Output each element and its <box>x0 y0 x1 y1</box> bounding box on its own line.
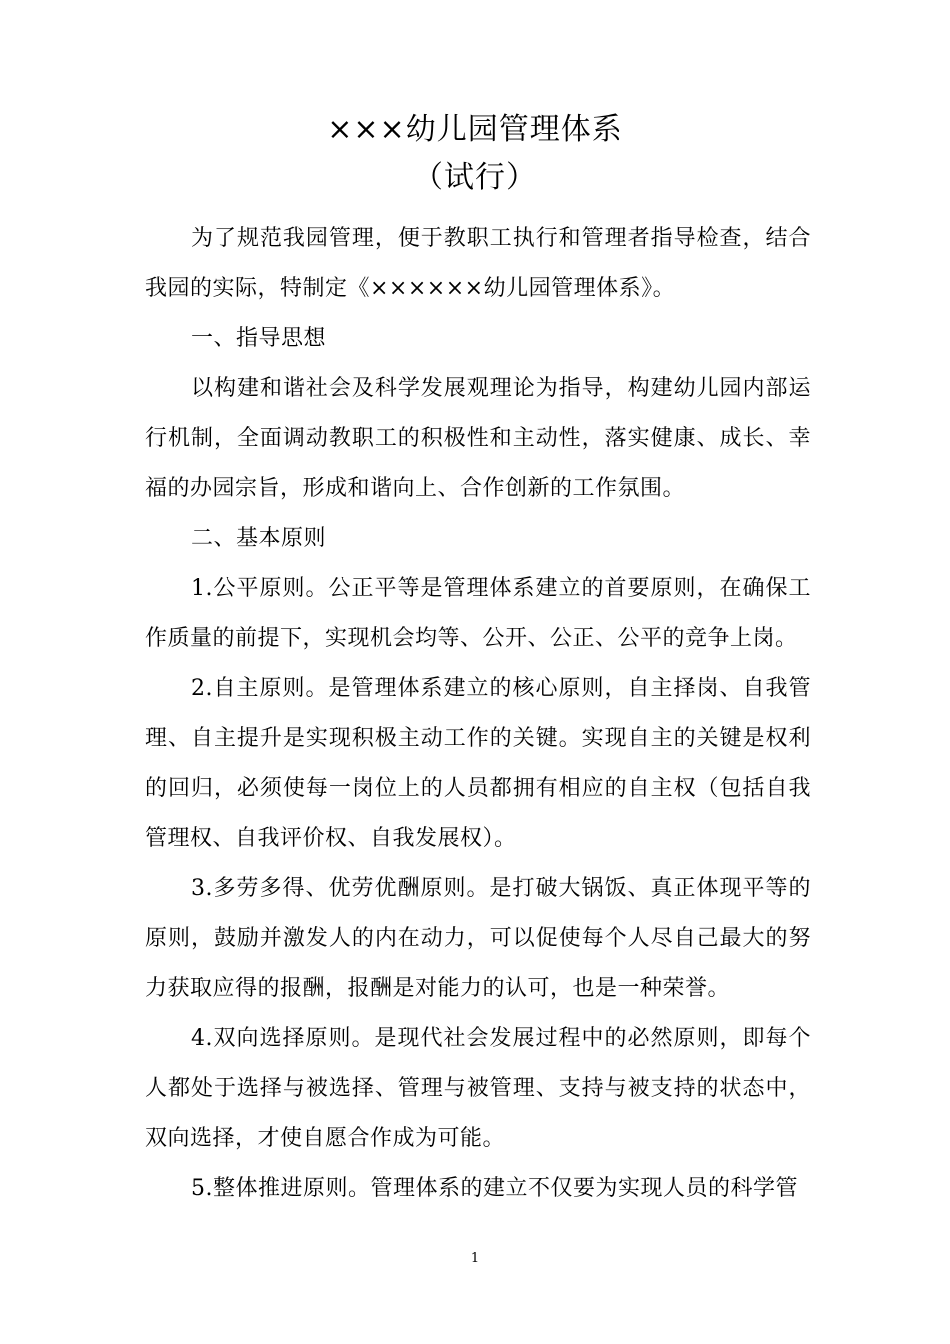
principle-autonomy-paragraph: 2.自主原则。是管理体系建立的核心原则，自主择岗、自我管理、自主提升是实现积极主动工作的关键。实现自主的关键是权利的回归，必须使每一岗位上的人员都拥有相应的自主权（包括自我管理权、自我评价权、自我发展权）。 <box>145 676 811 851</box>
principle-two-way-selection-paragraph: 4.双向选择原则。是现代社会发展过程中的必然原则，即每个人都处于选择与被选择、管理与被管理、支持与被支持的状态中，双向选择，才使自愿合作成为可能。 <box>145 1026 811 1151</box>
section-heading-guiding-ideology: 一、指导思想 <box>191 326 327 351</box>
page-number: 1 <box>470 1251 480 1266</box>
principle-more-work-more-pay-paragraph: 3.多劳多得、优劳优酬原则。是打破大锅饭、真正体现平等的原则，鼓励并激发人的内在动力，可以促使每个人尽自己最大的努力获取应得的报酬，报酬是对能力的认可，也是一种荣誉。 <box>145 876 811 1001</box>
document-subtitle: （试行） <box>413 160 537 195</box>
intro-paragraph: 为了规范我园管理，便于教职工执行和管理者指导检查，结合我园的实际，特制定《××××××幼儿园管理体系》。 <box>145 226 811 301</box>
document-title: ×××幼儿园管理体系 <box>327 112 623 147</box>
document-body <box>145 214 811 1214</box>
section-heading-basic-principles: 二、基本原则 <box>191 526 327 551</box>
guiding-ideology-paragraph: 以构建和谐社会及科学发展观理论为指导，构建幼儿园内部运行机制，全面调动教职工的积极性和主动性，落实健康、成长、幸福的办园宗旨，形成和谐向上、合作创新的工作氛围。 <box>145 376 811 501</box>
principle-fairness-paragraph: 1.公平原则。公正平等是管理体系建立的首要原则，在确保工作质量的前提下，实现机会均等、公开、公正、公平的竞争上岗。 <box>145 576 811 651</box>
principle-overall-advancement-paragraph: 5.整体推进原则。管理体系的建立不仅要为实现人员的科学管 <box>191 1176 798 1201</box>
